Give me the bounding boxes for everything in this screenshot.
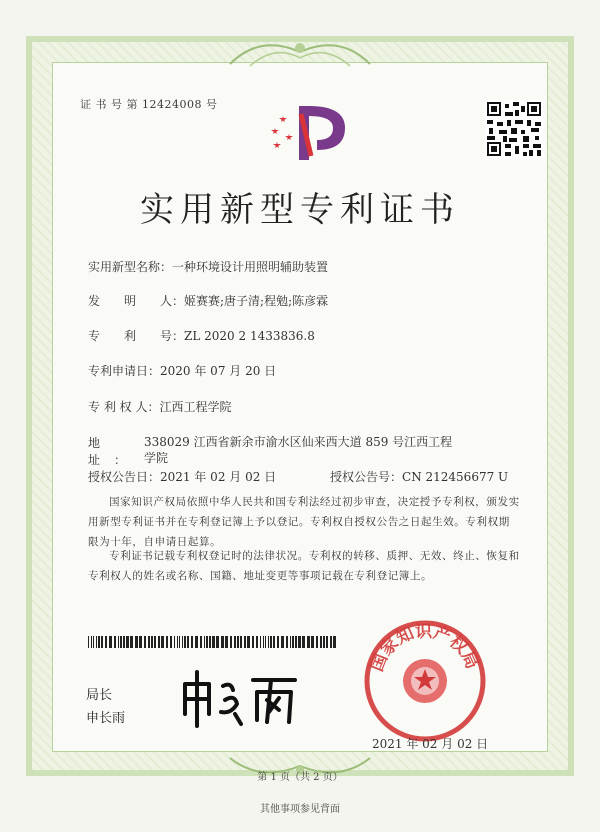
grant-statement: 国家知识产权局依照中华人民共和国专利法经过初步审查，决定授予专利权，颁发实用新型专利证书并在专利登记簿上予以登记。专利权自授权公告之日起生效。专利权期限为十年，自申请日起算。 <box>88 496 520 548</box>
address-value: 338029 江西省新余市渝水区仙来西大道 859 号江西工程学院 <box>144 435 453 465</box>
filing-date-row <box>88 362 276 379</box>
publication-date-row <box>88 468 276 485</box>
address-label: 地址： <box>88 436 141 467</box>
filing-date-value: 2020 年 07 月 20 日 <box>160 364 277 378</box>
seal-text: 国家知识产权局 <box>367 621 483 675</box>
inventor-label: 发 明 人： <box>88 294 185 308</box>
director-name: 申长雨 <box>86 711 126 726</box>
patent-holder-value: 江西工程学院 <box>159 400 232 414</box>
footer-note: 其他事项参见背面 <box>260 804 340 815</box>
inventor-value: 姬赛赛;唐子清;程勉;陈彦霖 <box>184 294 329 308</box>
certificate-number: 证 书 号 第 12424008 号 <box>80 98 218 111</box>
certificate-title: 实用新型专利证书 <box>140 190 460 230</box>
cnipa-emblem-icon <box>265 94 355 166</box>
patent-number-row <box>88 327 315 344</box>
qr-code-icon <box>485 100 543 158</box>
publication-number-value: CN 212456677 U <box>402 470 509 484</box>
inventor-row <box>88 292 328 309</box>
national-emblem-seal-icon <box>362 618 488 744</box>
publication-number-label: 授权公告号： <box>330 470 403 484</box>
legal-status-note: 专利证书记载专利权登记时的法律状况。专利权的转移、质押、无效、终止、恢复和专利权人的姓名或名称、国籍、地址变更等事项记载在专利登记簿上。 <box>88 550 520 582</box>
page-number: 第 1 页（共 2 页） <box>257 772 343 783</box>
publication-number-row <box>330 468 508 485</box>
director-signature-icon <box>175 664 305 734</box>
utility-model-name-row <box>88 258 328 275</box>
patent-number-value: ZL 2020 2 1433836.8 <box>184 329 315 343</box>
barcode-icon <box>88 636 336 648</box>
patent-number-label: 专 利 号： <box>88 329 185 343</box>
address-row <box>88 434 488 468</box>
top-ornament-icon <box>220 34 380 74</box>
seal-date: 2021 年 02 月 02 日 <box>372 737 489 751</box>
filing-date-label: 专利申请日： <box>88 364 161 378</box>
director-title: 局长 <box>86 688 113 703</box>
patent-holder-label: 专 利 权 人： <box>88 400 160 414</box>
publication-date-label: 授权公告日： <box>88 470 161 484</box>
publication-date-value: 2021 年 02 月 02 日 <box>160 470 277 484</box>
utility-model-name-label: 实用新型名称： <box>88 260 173 274</box>
utility-model-name-value: 一种环境设计用照明辅助装置 <box>172 260 329 274</box>
patent-holder-row <box>88 398 231 415</box>
